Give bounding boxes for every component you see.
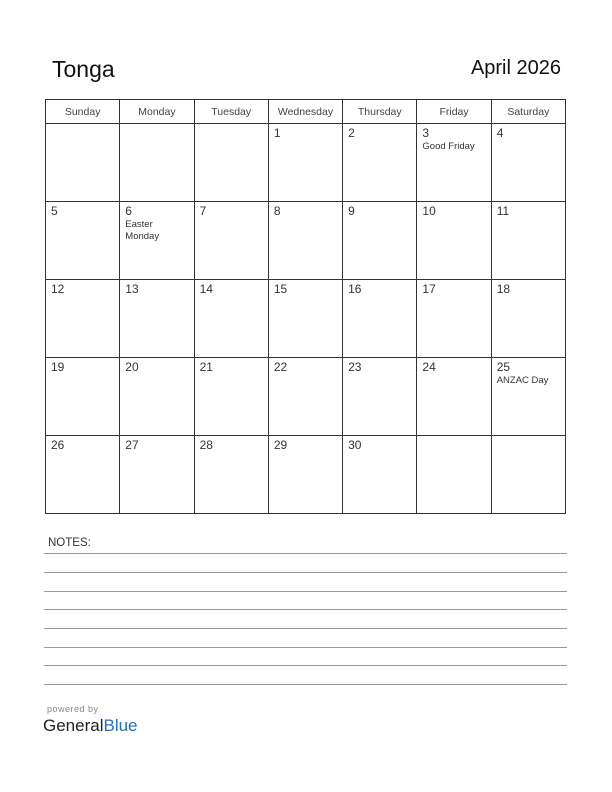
day-number: 30: [348, 438, 362, 452]
logo-general-text: General: [43, 716, 104, 735]
day-number: 25: [496, 360, 511, 374]
day-cell[interactable]: [194, 202, 268, 280]
day-number: 8: [273, 204, 281, 218]
weekday-header: Friday: [417, 100, 491, 124]
day-cell[interactable]: [343, 124, 417, 202]
day-cell[interactable]: [417, 358, 491, 436]
day-number: 5: [51, 204, 58, 218]
day-cell[interactable]: [491, 358, 565, 436]
day-number: 17: [422, 282, 436, 296]
day-number: 2: [348, 126, 355, 140]
note-line: [44, 572, 567, 573]
day-number: 9: [348, 204, 355, 218]
day-number: 16: [348, 282, 362, 296]
day-cell[interactable]: [120, 202, 194, 280]
day-cell[interactable]: [268, 436, 342, 514]
day-number: 3: [422, 126, 430, 140]
powered-by-text: powered by: [47, 704, 99, 714]
day-number: 23: [348, 360, 362, 374]
day-cell[interactable]: [46, 202, 120, 280]
day-number: 22: [273, 360, 288, 374]
day-number: 13: [125, 282, 139, 296]
day-number: 29: [273, 438, 288, 452]
day-number: 14: [199, 282, 213, 296]
weekday-header: Monday: [120, 100, 194, 124]
day-cell[interactable]: [46, 280, 120, 358]
day-cell[interactable]: [46, 436, 120, 514]
weekday-header: Sunday: [46, 100, 120, 124]
day-number: 27: [125, 438, 139, 452]
day-cell[interactable]: [343, 358, 417, 436]
note-line: [44, 609, 567, 610]
day-cell[interactable]: [194, 358, 268, 436]
day-cell[interactable]: [343, 436, 417, 514]
empty-day-cell: [417, 436, 491, 514]
day-number: 21: [199, 360, 213, 374]
day-cell[interactable]: [46, 358, 120, 436]
day-number: 4: [496, 126, 504, 140]
day-cell[interactable]: [120, 436, 194, 514]
day-cell[interactable]: [268, 124, 342, 202]
note-line: [44, 591, 567, 592]
day-number: 10: [422, 204, 436, 218]
note-line: [44, 684, 567, 685]
holiday-label: Easter Monday: [125, 219, 160, 242]
day-cell[interactable]: [343, 202, 417, 280]
note-line: [44, 553, 567, 554]
calendar-grid: [45, 99, 566, 514]
week-row: [46, 436, 566, 514]
day-cell[interactable]: [268, 202, 342, 280]
note-line: [44, 647, 567, 648]
generalblue-logo[interactable]: [43, 716, 138, 736]
country-title: Tonga: [52, 56, 115, 82]
week-row: [46, 124, 566, 202]
day-cell[interactable]: [417, 202, 491, 280]
holiday-label: Good Friday: [422, 141, 475, 152]
empty-day-cell: [120, 124, 194, 202]
day-cell[interactable]: [491, 202, 565, 280]
day-number: 11: [496, 204, 510, 218]
day-number: 26: [51, 438, 65, 452]
weekday-header: Tuesday: [194, 100, 268, 124]
day-cell[interactable]: [417, 280, 491, 358]
day-cell[interactable]: [491, 280, 565, 358]
day-number: 15: [273, 282, 288, 296]
weekday-header: Thursday: [343, 100, 417, 124]
day-number: 1: [273, 126, 281, 140]
week-row: [46, 202, 566, 280]
day-number: 24: [422, 360, 436, 374]
day-cell[interactable]: [194, 436, 268, 514]
day-cell[interactable]: [417, 124, 491, 202]
note-line: [44, 665, 567, 666]
day-number: 6: [125, 204, 132, 218]
day-cell[interactable]: [120, 280, 194, 358]
day-cell[interactable]: [491, 124, 565, 202]
month-year-title: April 2026: [470, 57, 561, 79]
day-number: 7: [199, 204, 207, 218]
day-number: 19: [51, 360, 65, 374]
day-cell[interactable]: [268, 280, 342, 358]
holiday-label: ANZAC Day: [496, 375, 549, 386]
day-cell[interactable]: [343, 280, 417, 358]
week-row: [46, 358, 566, 436]
day-number: 18: [496, 282, 511, 296]
notes-label: NOTES:: [48, 537, 91, 549]
day-number: 12: [51, 282, 65, 296]
day-number: 28: [199, 438, 213, 452]
weekday-header: Saturday: [491, 100, 565, 124]
weekday-header: Wednesday: [268, 100, 342, 124]
day-cell[interactable]: [268, 358, 342, 436]
weekday-header-row: [46, 100, 566, 124]
empty-day-cell: [194, 124, 268, 202]
day-cell[interactable]: [120, 358, 194, 436]
logo-blue-text: Blue: [103, 716, 138, 735]
day-number: 20: [125, 360, 139, 374]
day-cell[interactable]: [194, 280, 268, 358]
note-line: [44, 628, 567, 629]
week-row: [46, 280, 566, 358]
empty-day-cell: [491, 436, 565, 514]
empty-day-cell: [46, 124, 120, 202]
